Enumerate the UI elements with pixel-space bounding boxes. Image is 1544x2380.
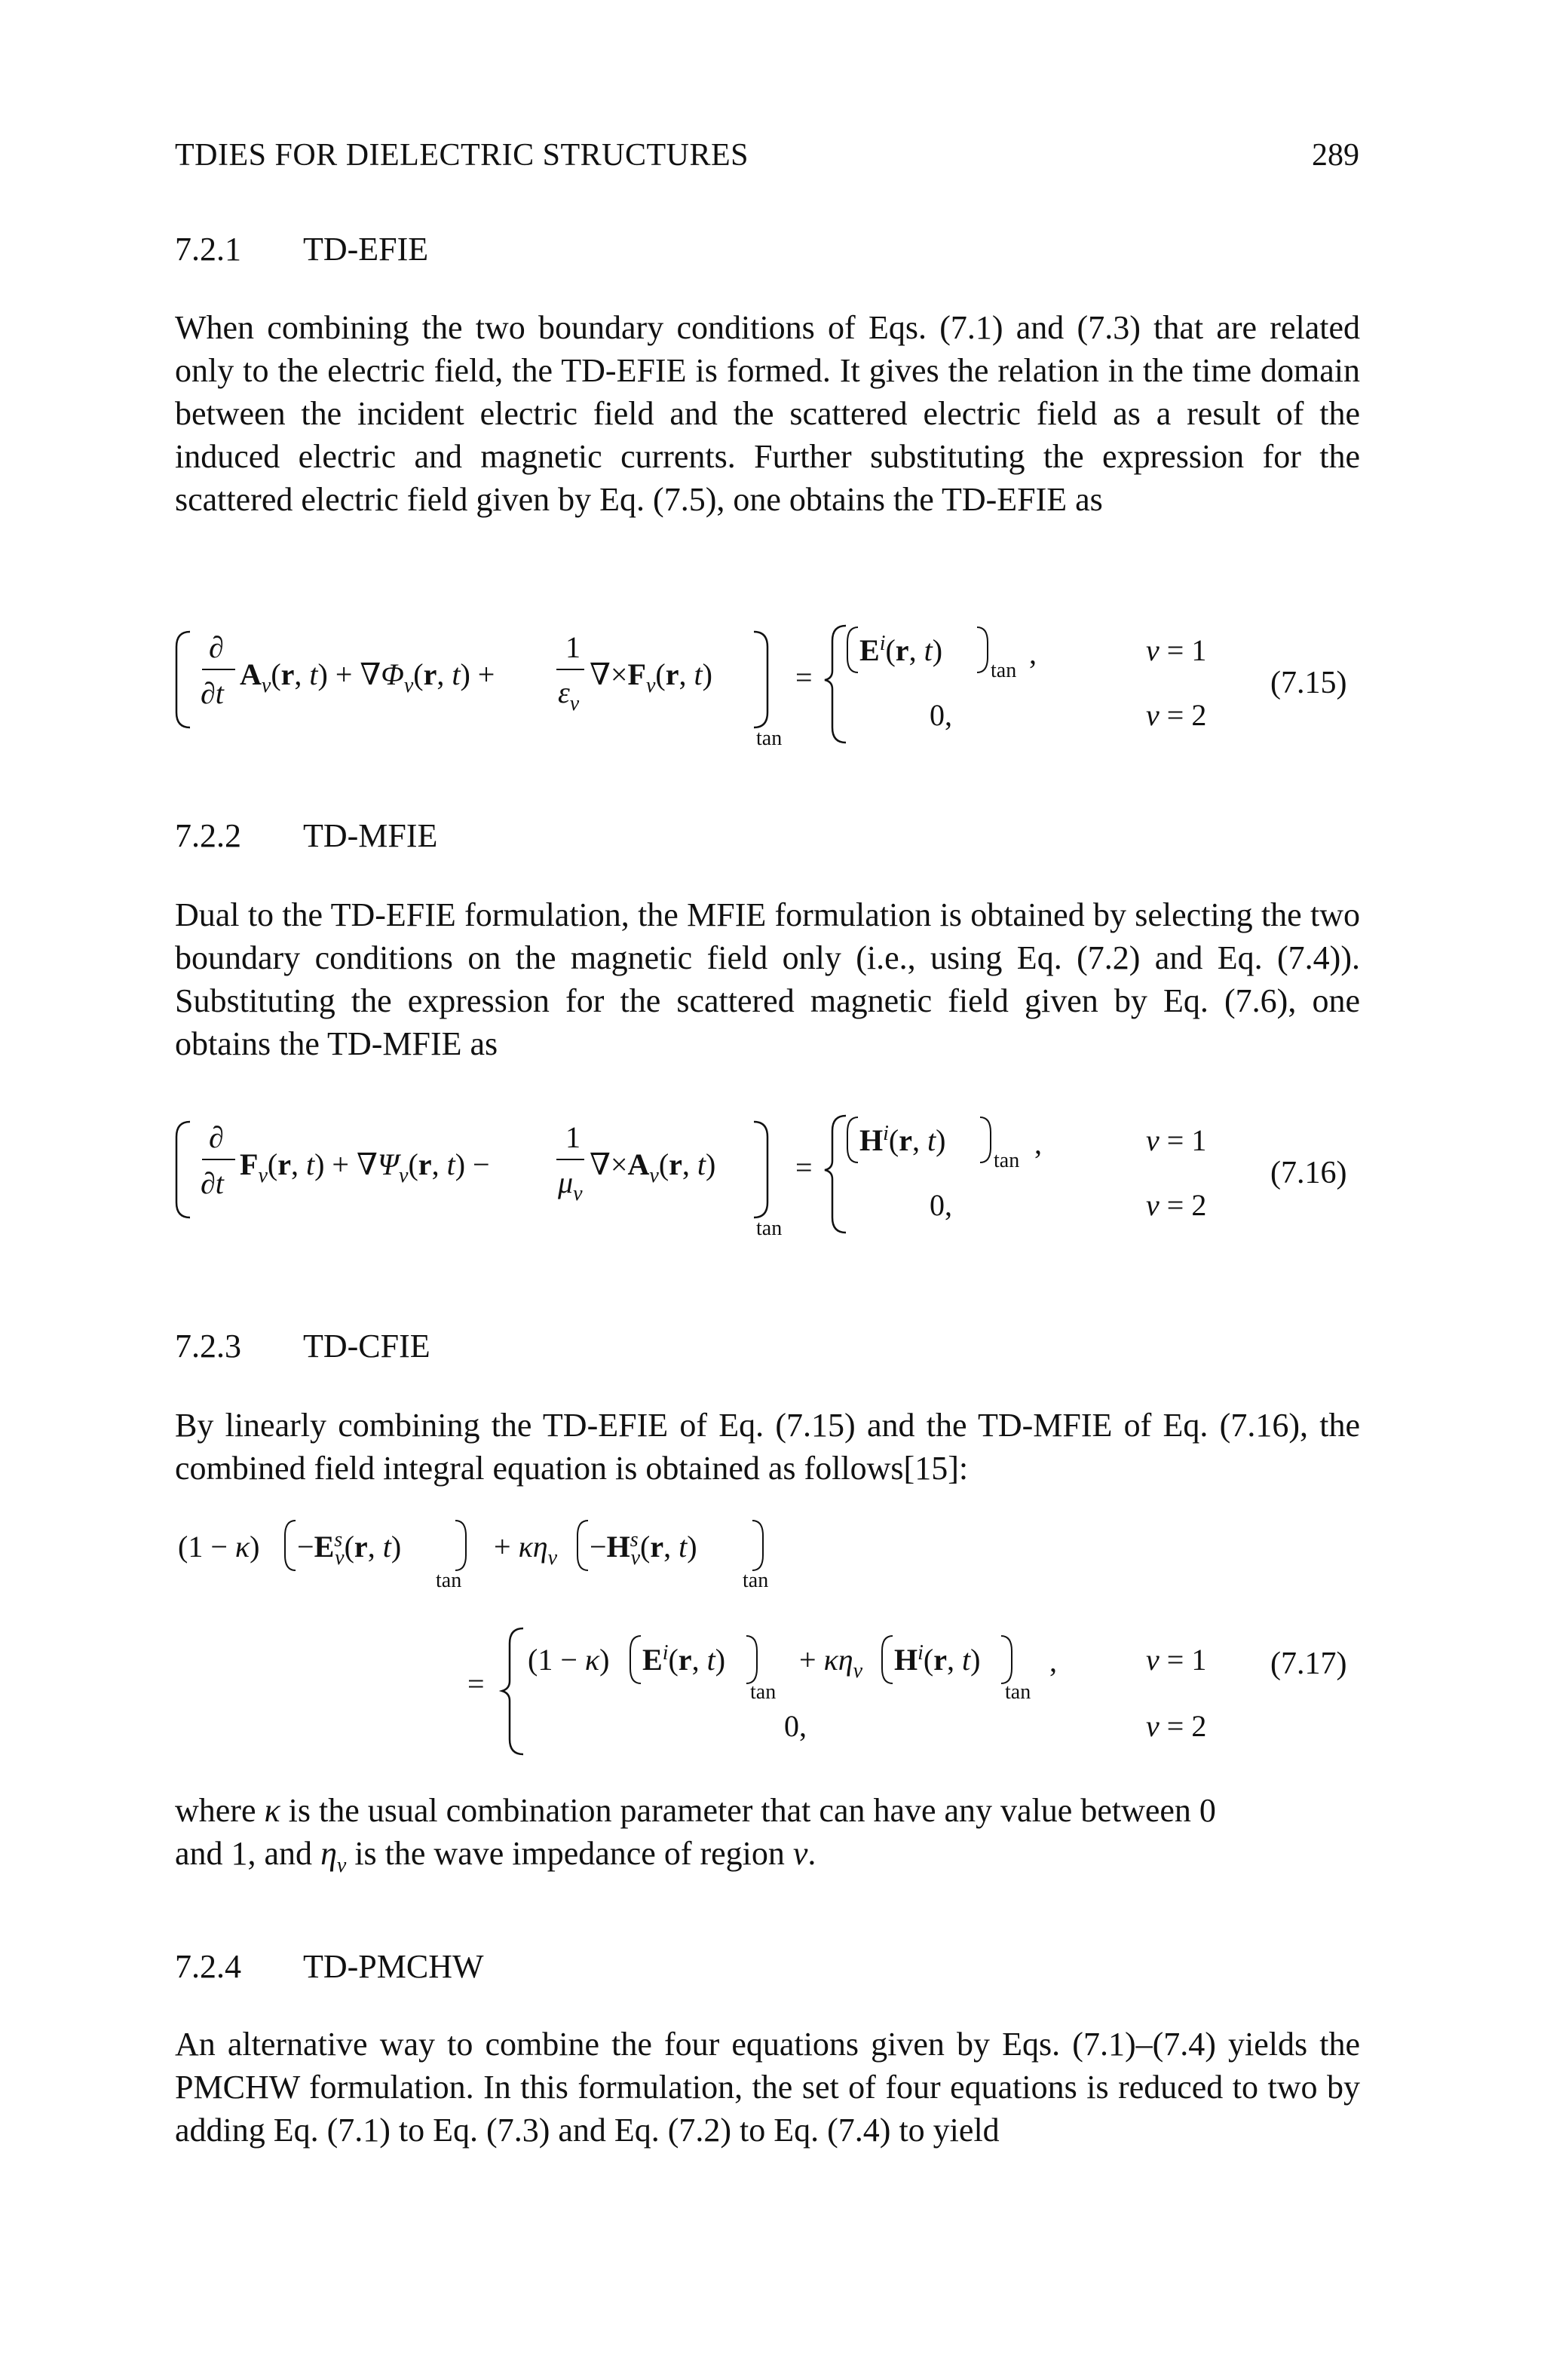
- svg-text:0,: 0,: [784, 1709, 807, 1743]
- svg-text:ν = 1: ν = 1: [1146, 1643, 1207, 1677]
- svg-text:1: 1: [565, 630, 581, 664]
- svg-text:=: =: [795, 1150, 813, 1184]
- svg-text:Ei(r, t): $E^i(r$, t): [859, 632, 943, 667]
- svg-text:−Hsν(r, t): $-H^s$ ν(r, t): [590, 1528, 697, 1570]
- svg-text:ν = 1: ν = 1: [1146, 1123, 1207, 1157]
- svg-text:−Esν(r, t): $-E^s$ ν(r, t): [297, 1528, 402, 1570]
- svg-text:∂t: ∂t: [201, 676, 224, 710]
- svg-text:ν = 2: ν = 2: [1146, 698, 1207, 732]
- section-title: TD-EFIE: [303, 231, 429, 268]
- svg-text:tan: tan: [750, 1680, 777, 1704]
- section-number: 7.2.1: [175, 231, 241, 268]
- text-wave-impedance: is the wave impedance of region: [354, 1835, 785, 1872]
- svg-text:∇×Fν(r, t): $\nabla\times F_\nu(r$, t): [590, 657, 712, 697]
- section-title: TD-CFIE: [303, 1328, 430, 1365]
- svg-text:εν: $\varepsilon_\nu$: [558, 675, 580, 715]
- section-heading-7-2-1: [175, 230, 428, 268]
- paragraph-cfie-explanation: where κ is the usual combination parameter that can have any value between 0 and 1, and $\eta_\nu$ is the wave impedance of region ν.: [175, 1792, 1216, 1877]
- svg-text:∂t: ∂t: [201, 1166, 224, 1200]
- svg-text:=: =: [795, 660, 813, 694]
- svg-text:ν = 2: ν = 2: [1146, 1188, 1207, 1222]
- eta-nu-symbol: $\eta_\nu$: [320, 1835, 347, 1877]
- svg-text:(1 − κ): (1 − κ): [178, 1530, 260, 1564]
- paragraph-td-pmchw: An alternative way to combine the four equations given by Eqs. (7.1)–(7.4) yields the PMCHW formulation. In this formulation, the set of four equations is reduced to two by adding Eq. (7.1) to Eq. (7.3) and Eq. (7.2) to Eq. (7.4) to yield: [175, 2026, 1360, 2149]
- section-number: 7.2.2: [175, 817, 241, 854]
- svg-text:ν = 2: ν = 2: [1146, 1709, 1207, 1743]
- svg-text:∂: ∂: [209, 630, 224, 664]
- section-number: 7.2.3: [175, 1328, 241, 1365]
- svg-text:1: 1: [565, 1120, 581, 1154]
- svg-text:Aν(r, t) + ∇Φν(r, t) +: $A_\nu(r$, $t) + \nabla\Phi_\nu(r$, t) +: [240, 657, 495, 697]
- svg-text:tan: tan: [436, 1569, 462, 1592]
- svg-text:tan: tan: [1005, 1680, 1031, 1704]
- svg-text:μν: $\mu_\nu$: [558, 1165, 583, 1205]
- nu-symbol: ν: [792, 1835, 808, 1872]
- svg-text:tan: tan: [743, 1569, 769, 1592]
- svg-text:,: ,: [1029, 636, 1037, 670]
- svg-text:Hi(r, t): $H^i(r$, t): [859, 1122, 946, 1157]
- section-title: TD-MFIE: [303, 817, 438, 854]
- svg-text:ν = 1: ν = 1: [1146, 633, 1207, 667]
- svg-text:∂: ∂: [209, 1120, 224, 1154]
- equation-7-16: [0, 1108, 1544, 1244]
- equation-7-15: [0, 618, 1544, 754]
- section-heading-7-2-3: [175, 1327, 430, 1365]
- equation-number: (7.17): [1270, 1646, 1347, 1681]
- text-and-1-and: and 1, and: [175, 1835, 313, 1872]
- svg-text:0,: 0,: [930, 1188, 952, 1222]
- equation-7-17: [0, 1496, 1544, 1798]
- svg-text:Hi(r, t): $H^i(r$, t): [894, 1641, 981, 1677]
- svg-text:,: ,: [1049, 1644, 1057, 1678]
- svg-text:0,: 0,: [930, 698, 952, 732]
- section-heading-7-2-2: [175, 816, 437, 855]
- paragraph-td-mfie: Dual to the TD-EFIE formulation, the MFIE formulation is obtained by selecting the two boundary conditions on the magnetic field only (i.e., using Eq. (7.2) and Eq. (7.4)). Substituting the expression for the scattered magnetic field given by Eq. (7.6), one obtains the TD-MFIE as: [175, 896, 1360, 1062]
- text-where: where: [175, 1792, 256, 1829]
- paragraph-td-efie: When combining the two boundary conditions of Eqs. (7.1) and (7.3) that are related only to the electric field, the TD-EFIE is formed. It gives the relation in the time domain between the incident electric field and the scattered electric field as a result of the induced electric and magnetic currents. Further substituting the expression for the scattered electric field given by Eq. (7.5), one obtains the TD-EFIE as: [175, 309, 1360, 518]
- text-kappa-description: is the usual combination parameter that can have any value between 0: [288, 1792, 1216, 1829]
- svg-text:tan: tan: [756, 727, 783, 750]
- svg-text:∇×Aν(r, t): $\nabla\times A_\nu(r$, t): [590, 1147, 716, 1187]
- svg-text:tan: tan: [756, 1217, 783, 1240]
- paragraph-td-cfie: By linearly combining the TD-EFIE of Eq. (7.15) and the TD-MFIE of Eq. (7.16), the combined field integral equation is obtained as follows[15]:: [175, 1407, 1360, 1487]
- svg-text:+ κην: + $\kappa\eta_\nu$: [799, 1643, 863, 1683]
- equation-number: (7.16): [1270, 1156, 1347, 1190]
- svg-text:Fν(r, t) + ∇Ψν(r, t) −: $F_\nu(r$, $t) + \nabla\Psi_\nu(r$, t) −: [240, 1147, 490, 1187]
- svg-text:tan: tan: [991, 659, 1017, 682]
- running-head: TDIES FOR DIELECTRIC STRUCTURES: [175, 138, 749, 173]
- section-title: TD-PMCHW: [303, 1948, 484, 1985]
- equation-number: (7.15): [1270, 666, 1347, 700]
- section-number: 7.2.4: [175, 1948, 241, 1985]
- kappa-symbol: κ: [264, 1792, 280, 1829]
- page-number: 289: [1312, 138, 1359, 173]
- svg-text:,: ,: [1034, 1126, 1042, 1160]
- svg-text:=: =: [467, 1667, 485, 1701]
- svg-text:Ei(r, t): $E^i(r$, t): [642, 1641, 726, 1677]
- svg-text:+ κην: + $\kappa\eta_\nu$: [494, 1530, 558, 1570]
- section-heading-7-2-4: [175, 1947, 484, 1986]
- svg-text:tan: tan: [994, 1149, 1020, 1172]
- svg-text:(1 − κ): (1 − κ): [528, 1643, 610, 1677]
